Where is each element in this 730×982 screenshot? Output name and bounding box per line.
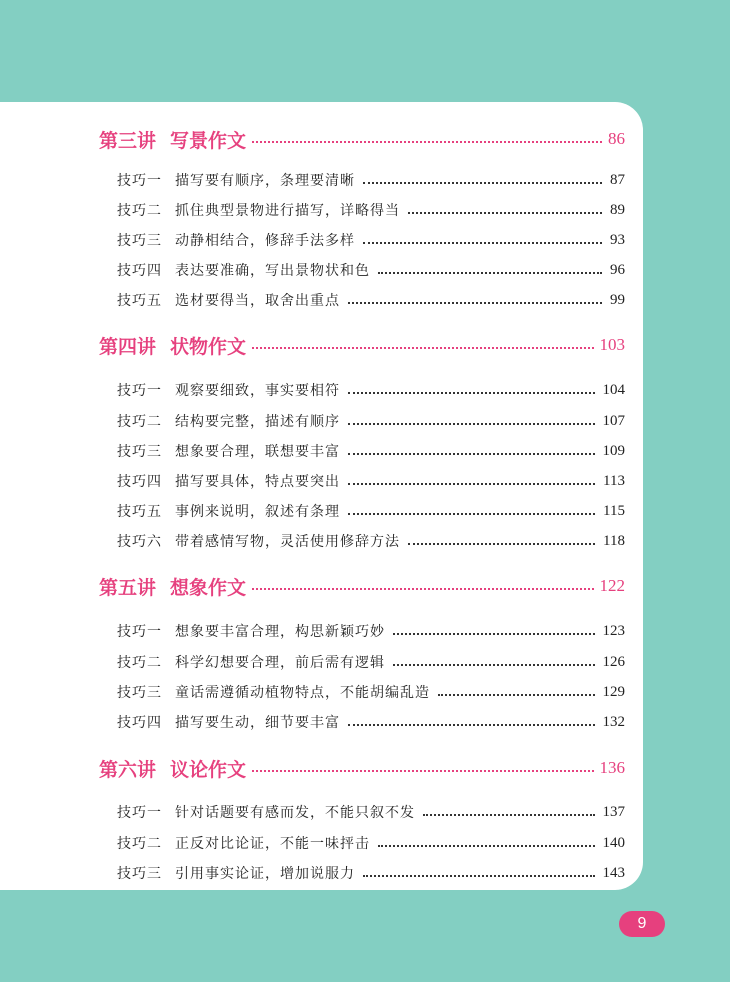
tip-label: 技巧一 (117, 805, 162, 821)
toc-lecture-5[interactable] (99, 571, 625, 601)
dot-leader (348, 302, 602, 304)
toc-lecture-3[interactable] (99, 124, 625, 154)
lecture-number: 第三讲 (99, 129, 157, 152)
toc-tip[interactable] (117, 198, 625, 222)
dot-leader (363, 875, 595, 877)
toc-tip[interactable] (117, 710, 625, 734)
tip-text: 表达要准确，写出景物状和色 (175, 263, 370, 279)
toc-tip[interactable] (117, 861, 625, 885)
dot-leader (348, 453, 595, 455)
toc-tip[interactable] (117, 469, 625, 493)
dot-leader (408, 212, 602, 214)
tip-text: 带着感情写物，灵活使用修辞方法 (175, 534, 400, 550)
dot-leader (378, 272, 602, 274)
tip-page: 140 (602, 834, 625, 851)
toc-tip[interactable] (117, 228, 625, 252)
tip-label: 技巧二 (117, 836, 162, 852)
tip-text: 针对话题要有感而发，不能只叙不发 (175, 805, 415, 821)
tip-label: 技巧三 (117, 233, 162, 249)
tip-text: 童话需遵循动植物特点，不能胡编乱造 (175, 685, 430, 701)
tip-label: 技巧三 (117, 866, 162, 882)
lecture-title: 状物作文 (170, 335, 247, 358)
toc-tip[interactable] (117, 619, 625, 643)
toc-tip[interactable] (117, 529, 625, 553)
tip-text: 科学幻想要合理，前后需有逻辑 (175, 655, 385, 671)
tip-label: 技巧一 (117, 173, 162, 189)
dot-leader (393, 633, 595, 635)
tip-text: 正反对比论证，不能一味抨击 (175, 836, 370, 852)
tip-page: 129 (602, 683, 625, 700)
tip-text: 想象要合理，联想要丰富 (175, 444, 340, 460)
tip-page: 89 (610, 201, 625, 218)
dot-leader (252, 141, 602, 143)
toc-tip[interactable] (117, 680, 625, 704)
dot-leader (363, 242, 602, 244)
tip-page: 137 (602, 803, 625, 820)
toc-tip[interactable] (117, 168, 625, 192)
tip-label: 技巧三 (117, 444, 162, 460)
tip-label: 技巧五 (117, 504, 162, 520)
lecture-title: 写景作文 (170, 129, 247, 152)
dot-leader (252, 347, 593, 349)
lecture-page: 86 (608, 129, 625, 148)
toc-tip[interactable] (117, 378, 625, 402)
tip-text: 观察要细致，事实要相符 (175, 383, 340, 399)
tip-text: 结构要完整，描述有顺序 (175, 414, 340, 430)
tip-text: 描写要具体，特点要突出 (175, 474, 340, 490)
tip-text: 引用事实论证，增加说服力 (175, 866, 355, 882)
toc-tip[interactable] (117, 409, 625, 433)
tip-text: 描写要有顺序，条理要清晰 (175, 173, 355, 189)
tip-page: 118 (603, 532, 625, 549)
dot-leader (252, 588, 593, 590)
tip-label: 技巧四 (117, 474, 162, 490)
tip-page: 107 (602, 412, 625, 429)
tip-label: 技巧四 (117, 715, 162, 731)
tip-label: 技巧一 (117, 383, 162, 399)
lecture-page: 103 (599, 335, 625, 354)
toc-tip[interactable] (117, 800, 625, 824)
tip-text: 动静相结合，修辞手法多样 (175, 233, 355, 249)
tip-page: 93 (610, 231, 625, 248)
tip-page: 123 (602, 622, 625, 639)
tip-page: 96 (610, 261, 625, 278)
dot-leader (408, 543, 595, 545)
dot-leader (438, 694, 595, 696)
tip-page: 87 (610, 171, 625, 188)
toc-lecture-4[interactable] (99, 330, 625, 360)
lecture-title: 议论作文 (170, 758, 247, 781)
tip-page: 104 (602, 381, 625, 398)
tip-text: 事例来说明，叙述有条理 (175, 504, 340, 520)
tip-label: 技巧二 (117, 414, 162, 430)
page-number-badge: 9 (619, 911, 665, 937)
tip-text: 选材要得当，取舍出重点 (175, 293, 340, 309)
tip-label: 技巧二 (117, 203, 162, 219)
tip-page: 109 (602, 442, 625, 459)
toc-tip[interactable] (117, 288, 625, 312)
tip-text: 抓住典型景物进行描写，详略得当 (175, 203, 400, 219)
toc-lecture-6[interactable] (99, 753, 625, 783)
dot-leader (348, 483, 595, 485)
tip-text: 描写要生动，细节要丰富 (175, 715, 340, 731)
tip-label: 技巧四 (117, 263, 162, 279)
lecture-number: 第五讲 (99, 576, 157, 599)
dot-leader (348, 513, 595, 515)
tip-label: 技巧六 (117, 534, 162, 550)
tip-page: 132 (602, 713, 625, 730)
dot-leader (348, 724, 595, 726)
tip-page: 99 (610, 291, 625, 308)
tip-page: 143 (602, 864, 625, 881)
tip-page: 113 (603, 472, 625, 489)
lecture-page: 122 (599, 576, 625, 595)
tip-label: 技巧二 (117, 655, 162, 671)
lecture-page: 136 (599, 758, 625, 777)
toc-tip[interactable] (117, 439, 625, 463)
toc-tip[interactable] (117, 258, 625, 282)
tip-page: 126 (602, 653, 625, 670)
dot-leader (423, 814, 595, 816)
toc-tip[interactable] (117, 650, 625, 674)
lecture-number: 第六讲 (99, 758, 157, 781)
dot-leader (348, 392, 595, 394)
toc-tip[interactable] (117, 499, 625, 523)
dot-leader (252, 770, 593, 772)
tip-label: 技巧三 (117, 685, 162, 701)
dot-leader (348, 423, 595, 425)
tip-page: 115 (603, 502, 625, 519)
dot-leader (363, 182, 602, 184)
dot-leader (378, 845, 595, 847)
tip-label: 技巧五 (117, 293, 162, 309)
tip-text: 想象要丰富合理，构思新颖巧妙 (175, 624, 385, 640)
tip-label: 技巧一 (117, 624, 162, 640)
lecture-number: 第四讲 (99, 335, 157, 358)
dot-leader (393, 664, 595, 666)
toc-card (0, 102, 643, 890)
toc-tip[interactable] (117, 831, 625, 855)
lecture-title: 想象作文 (170, 576, 247, 599)
